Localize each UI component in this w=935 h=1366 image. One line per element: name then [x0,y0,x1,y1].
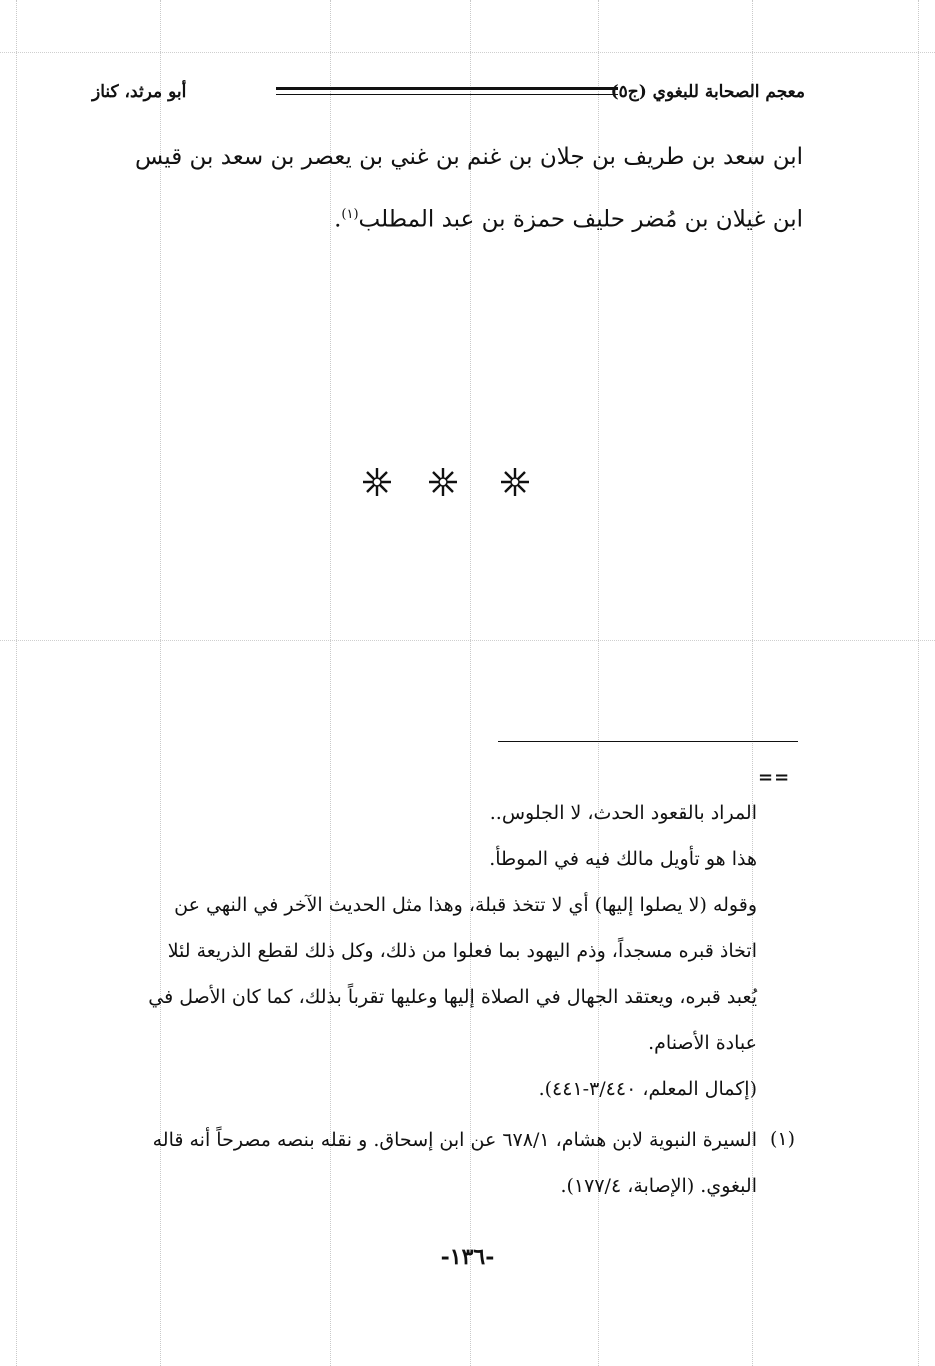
separator-stars [355,462,545,502]
footnote-line: اتخاذ قبره مسجداً، وذم اليهود بما فعلوا من ذلك، وكل ذلك لقطع الذريعة لئلا [167,940,757,962]
page-number: -١٣٦- [440,1244,495,1270]
footnote-line: هذا هو تأويل مالك فيه في الموطأ. [489,848,757,870]
running-header-book-title: معجم الصحابة للبغوي (ج٥) [610,82,805,102]
star-ornament-icon [501,468,529,496]
footnote-1-text [153,1117,757,1209]
body-line-2-text: ابن غيلان بن مُضر حليف حمزة بن عبد المطلب [358,206,803,233]
footnote-continued-text [87,790,757,1112]
footnote-1-number: (١) [769,1128,795,1150]
footnote-line: وقوله (لا يصلوا إليها) أي لا تتخذ قبلة، وهذا مثل الحديث الآخر في النهي عن [174,894,757,916]
scan-guide-line [0,640,935,641]
footnote-line: عبادة الأصنام. [648,1032,757,1054]
footnote-line: السيرة النبوية لابن هشام، ٦٧٨/١ عن ابن إسحاق. و نقله بنصه مصرحاً أنه قاله [152,1129,757,1151]
footnote-marker: (١) [341,207,359,222]
body-end-period: . [334,206,342,233]
footnote-line: المراد بالقعود الحدث، لا الجلوس.. [489,802,757,824]
footnote-line: يُعبد قبره، ويعتقد الجهال في الصلاة إليها وعليها تقرباً بذلك، كما كان الأصل في [148,986,757,1008]
footnote-line: (إكمال المعلم، ٣/٤٤٠-٤٤١). [538,1078,757,1100]
running-header-entry-name: أبو مرثد، كناز [92,82,187,102]
footnote-continuation-mark: == [758,767,791,788]
header-rule [276,87,618,90]
scan-guide-line [16,0,17,1366]
star-ornament-icon [429,468,457,496]
scan-guide-line [0,52,935,53]
scan-guide-line [918,0,919,1366]
footnote-separator-rule [498,741,798,742]
star-ornament-icon [363,468,391,496]
body-line-2 [93,186,803,249]
body-paragraph [93,128,803,249]
body-line-1: ابن سعد بن طريف بن جلان بن غنم بن غني بن يعصر بن سعد بن قيس [134,144,803,170]
header-rule-thin [276,94,618,95]
footnote-line: البغوي. (الإصابة، ١٧٧/٤). [560,1175,757,1197]
